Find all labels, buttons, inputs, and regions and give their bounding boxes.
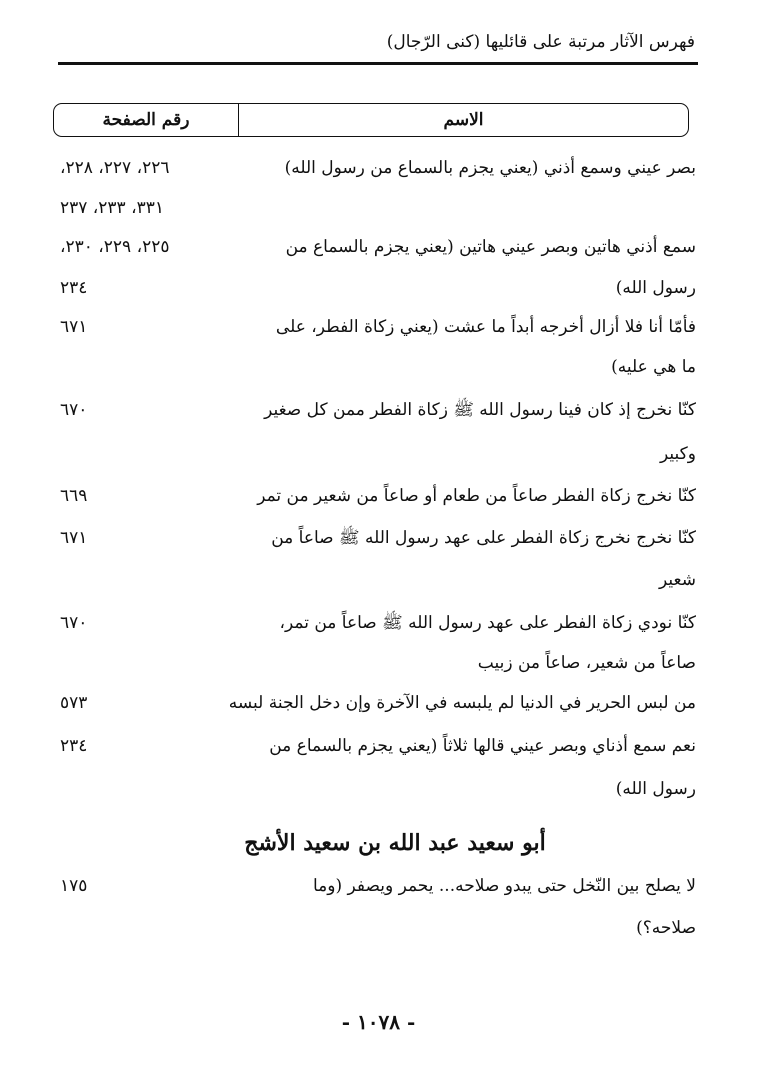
entry-pages: ٦٧٠: [60, 400, 88, 420]
index-row: [60, 605, 696, 641]
entry-text: من لبس الحرير في الدنيا لم يلبسه في الآخرة وإن دخل الجنة لبسه: [228, 693, 696, 713]
index-row: [60, 910, 696, 946]
page-column-header: رقم الصفحة: [102, 110, 190, 130]
index-row: [60, 190, 696, 226]
entry-pages: ٢٢٥، ٢٢٩، ٢٣٠،: [60, 237, 170, 257]
index-row: [60, 685, 696, 721]
entry-pages: ٦٧٠: [60, 613, 88, 633]
entry-pages: ٢٢٦، ٢٢٧، ٢٢٨،: [60, 158, 170, 178]
entry-text: وكبير: [660, 444, 696, 464]
entry-text: شعير: [659, 570, 696, 590]
index-row: [60, 868, 696, 904]
index-row: [60, 270, 696, 306]
entry-pages: ٦٧١: [60, 317, 88, 337]
page-number: - ١٠٧٨ -: [341, 1010, 416, 1034]
index-row: [60, 349, 696, 385]
entry-text: فأمّا أنا فلا أزال أخرجه أبداً ما عشت (يعني زكاة الفطر، على: [275, 317, 696, 337]
entry-text: ما هي عليه): [611, 357, 696, 377]
index-row: [60, 771, 696, 807]
entry-text: بصر عيني وسمع أذني (يعني يجزم بالسماع من رسول الله): [284, 158, 696, 178]
entry-pages: ٣٣١، ٢٣٣، ٢٣٧: [60, 198, 164, 218]
index-row: [60, 728, 696, 764]
entry-pages: ٦٧١: [60, 528, 88, 548]
entry-text: لا يصلح بين النّخل حتى يبدو صلاحه... يحمر ويصفر (وما: [312, 876, 696, 896]
name-column-header: الاسم: [238, 104, 688, 136]
entry-text: سمع أذني هاتين وبصر عيني هاتين (يعني يجزم بالسماع من: [285, 237, 696, 257]
index-row: [60, 645, 696, 681]
entry-pages: ٥٧٣: [60, 693, 88, 713]
entry-text: كنّا نخرج نخرج زكاة الفطر على عهد رسول الله ﷺ صاعاً من: [271, 528, 696, 548]
index-row: [60, 229, 696, 265]
table-header: [53, 103, 689, 137]
index-row: [60, 436, 696, 472]
entry-text: كنّا نخرج زكاة الفطر صاعاً من طعام أو صاعاً من شعير من تمر: [257, 486, 696, 506]
entry-text: نعم سمع أذناي وبصر عيني قالها ثلاثاً (يعني يجزم بالسماع من: [269, 736, 696, 756]
index-row: [60, 150, 696, 186]
index-row: [60, 478, 696, 514]
index-row: [60, 309, 696, 345]
entry-text: كنّا نخرج إذ كان فينا رسول الله ﷺ زكاة الفطر ممن كل صغير: [264, 400, 696, 420]
entry-pages: ٢٣٤: [60, 736, 88, 756]
running-header: فهرس الآثار مرتبة على قائليها (كنى الرّجال): [386, 32, 695, 52]
index-row: [60, 392, 696, 428]
entry-pages: ١٧٥: [60, 876, 88, 896]
entry-text: كنّا نودي زكاة الفطر على عهد رسول الله ﷺ صاعاً من تمر،: [279, 613, 696, 633]
entry-text: رسول الله): [615, 278, 696, 298]
entry-pages: ٢٣٤: [60, 278, 88, 298]
entry-text: صاعاً من شعير، صاعاً من زبيب: [477, 653, 696, 673]
section-heading: أبو سعيد عبد الله بن سعيد الأشج: [244, 830, 546, 856]
entry-text: رسول الله): [615, 779, 696, 799]
index-row: [60, 562, 696, 598]
index-row: [60, 520, 696, 556]
header-rule: [58, 62, 698, 65]
entry-text: صلاحه؟): [636, 918, 696, 938]
entry-pages: ٦٦٩: [60, 486, 88, 506]
